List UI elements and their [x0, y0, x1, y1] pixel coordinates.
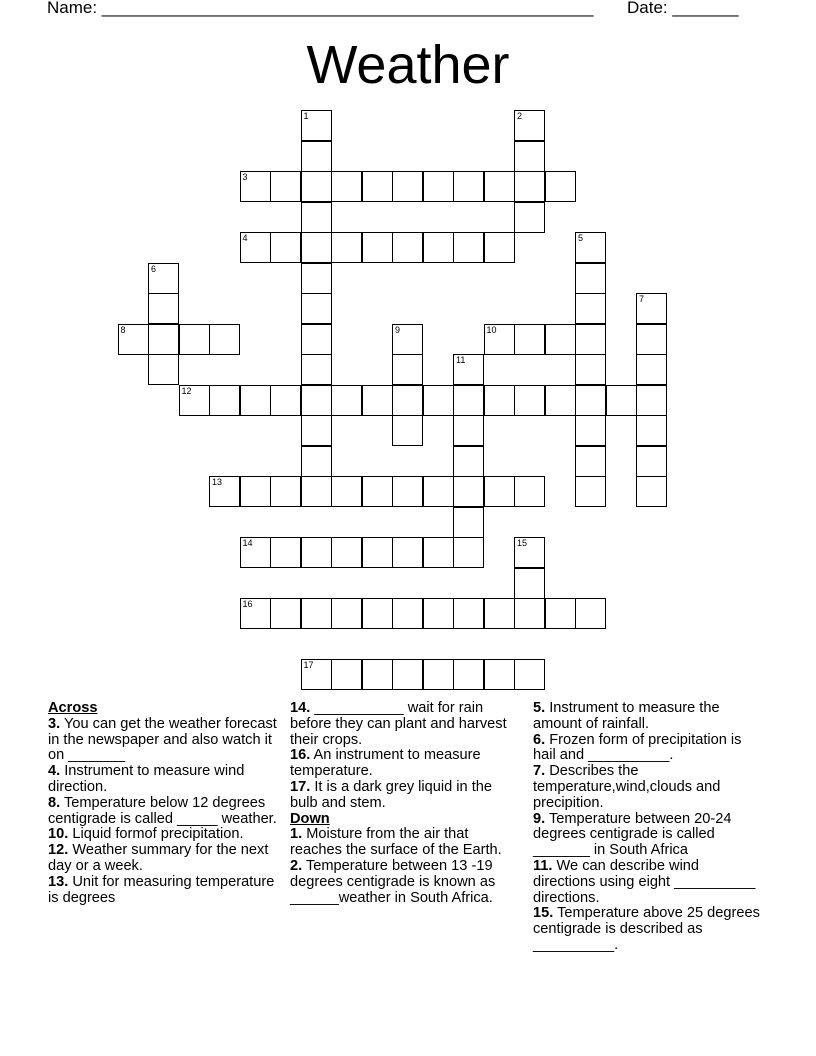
crossword-cell[interactable]: [270, 171, 301, 202]
crossword-cell[interactable]: [148, 354, 179, 385]
crossword-cell[interactable]: [453, 385, 484, 416]
crossword-cell[interactable]: [331, 232, 362, 263]
clue-number: 11.: [533, 857, 553, 874]
across-heading: Across: [48, 700, 98, 716]
clue-item: [290, 701, 522, 748]
crossword-cell[interactable]: [392, 537, 423, 568]
clue-item: [533, 701, 765, 733]
crossword-cell[interactable]: [636, 293, 667, 324]
crossword-cell[interactable]: [423, 385, 454, 416]
crossword-cell[interactable]: [575, 354, 606, 385]
crossword-cell[interactable]: [514, 202, 545, 233]
crossword-cell[interactable]: [301, 110, 332, 141]
crossword-cell[interactable]: [606, 385, 637, 416]
crossword-cell[interactable]: [453, 537, 484, 568]
clue-item: [48, 764, 280, 796]
clue-text: Temperature between 20-24 degrees centigrade is called _______ in South Africa: [533, 810, 732, 859]
clue-number: 8.: [48, 794, 61, 811]
crossword-cell[interactable]: [575, 598, 606, 629]
cell-number: 3: [242, 172, 248, 182]
crossword-cell[interactable]: [179, 324, 210, 355]
crossword-cell[interactable]: [301, 415, 332, 446]
crossword-cell[interactable]: [331, 476, 362, 507]
cell-number: 14: [242, 538, 253, 548]
clue-text: Describes the temperature,wind,clouds and precipition.: [533, 763, 721, 811]
crossword-cell[interactable]: [453, 446, 484, 477]
crossword-cell[interactable]: [575, 415, 606, 446]
clue-number: 6.: [533, 731, 546, 748]
crossword-cell[interactable]: [514, 568, 545, 599]
name-blank[interactable]: ____________________________________________________: [101, 0, 594, 17]
crossword-cell[interactable]: [514, 110, 545, 141]
crossword-cell[interactable]: [270, 537, 301, 568]
crossword-cell[interactable]: [636, 385, 667, 416]
crossword-cell[interactable]: [362, 598, 393, 629]
cell-number: 10: [486, 324, 497, 335]
crossword-cell[interactable]: [423, 537, 454, 568]
cell-number: 11: [456, 355, 466, 365]
crossword-cell[interactable]: [240, 232, 271, 263]
crossword-cell[interactable]: [301, 446, 332, 477]
clue-number: 5.: [533, 700, 546, 716]
cell-number: 1: [303, 111, 309, 121]
crossword-cell[interactable]: [301, 385, 332, 416]
page-title: Weather: [306, 35, 510, 95]
crossword-cell[interactable]: [270, 598, 301, 629]
clue-item: [48, 796, 280, 828]
clue-text: We can describe wind directions using eight __________ directions.: [533, 857, 756, 906]
clue-number: 4.: [48, 763, 61, 780]
clue-item: [48, 717, 280, 764]
crossword-cell[interactable]: [514, 598, 545, 629]
crossword-cell[interactable]: [636, 476, 667, 507]
crossword-cell[interactable]: [392, 324, 423, 355]
clue-text: Moisture from the air that reaches the surface of the Earth.: [290, 826, 502, 859]
clue-number: 1.: [290, 826, 303, 843]
crossword-cell[interactable]: [362, 659, 393, 690]
cell-number: 17: [303, 660, 314, 670]
crossword-cell[interactable]: [575, 446, 606, 477]
crossword-cell[interactable]: [575, 385, 606, 416]
clue-text: Unit for measuring temperature is degrees: [48, 873, 275, 906]
crossword-cell[interactable]: [484, 324, 515, 355]
crossword-cell[interactable]: [453, 415, 484, 446]
crossword-cell[interactable]: [301, 171, 332, 202]
crossword-cell[interactable]: [484, 476, 515, 507]
clue-item: [290, 748, 522, 780]
clue-text: Temperature above 25 degrees centigrade is described as __________.: [533, 905, 760, 953]
crossword-cell[interactable]: [362, 537, 393, 568]
crossword-cell[interactable]: [209, 476, 240, 507]
clue-text: Instrument to measure the amount of rainfall.: [533, 700, 720, 732]
crossword-cell[interactable]: [453, 507, 484, 538]
crossword-cell[interactable]: [575, 324, 606, 355]
crossword-cell[interactable]: [240, 476, 271, 507]
clue-number: 2.: [290, 857, 303, 874]
crossword-cell[interactable]: [545, 598, 576, 629]
clue-item: [533, 812, 765, 859]
crossword-cell[interactable]: [423, 476, 454, 507]
crossword-cell[interactable]: [514, 476, 545, 507]
crossword-cell[interactable]: [514, 141, 545, 172]
clue-text: Frozen form of precipitation is hail and __________.: [533, 731, 742, 764]
clue-text: Weather summary for the next day or a week.: [48, 842, 269, 874]
clues-column-3: [533, 701, 765, 954]
crossword-cell[interactable]: [514, 385, 545, 416]
crossword-cell[interactable]: [392, 232, 423, 263]
clue-item: [290, 859, 522, 906]
crossword-cell[interactable]: [240, 537, 271, 568]
crossword-cell[interactable]: [331, 171, 362, 202]
crossword-cell[interactable]: [301, 476, 332, 507]
name-label: Name:: [47, 0, 102, 17]
cell-number: 8: [120, 324, 126, 335]
cell-number: 7: [639, 294, 645, 304]
cell-number: 16: [242, 599, 253, 609]
down-heading: Down: [290, 810, 330, 827]
crossword-cell[interactable]: [514, 324, 545, 355]
crossword-cell[interactable]: [545, 324, 576, 355]
crossword-cell[interactable]: [423, 171, 454, 202]
date-label: Date:: [627, 0, 673, 17]
crossword-cell[interactable]: [362, 476, 393, 507]
crossword-cell[interactable]: [575, 293, 606, 324]
crossword-cell[interactable]: [331, 385, 362, 416]
crossword-cell[interactable]: [514, 171, 545, 202]
crossword-cell[interactable]: [148, 293, 179, 324]
crossword-cell[interactable]: [484, 171, 515, 202]
crossword-cell[interactable]: [301, 324, 332, 355]
crossword-cell[interactable]: [392, 476, 423, 507]
crossword-cell[interactable]: [118, 324, 149, 355]
crossword-cell[interactable]: [240, 598, 271, 629]
crossword-cell[interactable]: [636, 415, 667, 446]
clue-number: 17.: [290, 778, 311, 795]
date-blank[interactable]: _______: [672, 0, 739, 17]
cell-number: 2: [517, 111, 523, 121]
crossword-cell[interactable]: [453, 171, 484, 202]
crossword-cell[interactable]: [453, 598, 484, 629]
crossword-cell[interactable]: [514, 659, 545, 690]
crossword-cell[interactable]: [392, 385, 423, 416]
crossword-cell[interactable]: [331, 537, 362, 568]
crossword-cell[interactable]: [392, 598, 423, 629]
crossword-cell[interactable]: [270, 385, 301, 416]
crossword-cell[interactable]: [636, 324, 667, 355]
clues-column-1: [48, 701, 280, 906]
crossword-cell[interactable]: [453, 659, 484, 690]
clue-number: 9.: [533, 810, 546, 827]
crossword-cell[interactable]: [453, 354, 484, 385]
cell-number: 13: [212, 477, 223, 487]
crossword-cell[interactable]: [301, 598, 332, 629]
cell-number: 4: [242, 233, 248, 243]
cell-number: 15: [517, 538, 528, 548]
crossword-cell[interactable]: [392, 354, 423, 385]
crossword-cell[interactable]: [423, 232, 454, 263]
crossword-cell[interactable]: [545, 171, 576, 202]
crossword-cell[interactable]: [484, 385, 515, 416]
clue-item: [48, 843, 280, 875]
clue-number: 7.: [533, 763, 546, 780]
crossword-cell[interactable]: [301, 293, 332, 324]
crossword-cell[interactable]: [575, 476, 606, 507]
crossword-cell[interactable]: [301, 659, 332, 690]
crossword-cell[interactable]: [514, 537, 545, 568]
crossword-cell[interactable]: [423, 659, 454, 690]
clue-item: [533, 906, 765, 953]
crossword-cell[interactable]: [240, 385, 271, 416]
crossword-cell[interactable]: [392, 171, 423, 202]
crossword-cell[interactable]: [636, 446, 667, 477]
clue-number: 3.: [48, 715, 61, 732]
crossword-cell[interactable]: [362, 232, 393, 263]
clue-text: It is a dark grey liquid in the bulb and stem.: [290, 778, 493, 811]
clue-number: 14.: [290, 700, 311, 716]
crossword-cell[interactable]: [453, 232, 484, 263]
crossword-cell[interactable]: [484, 232, 515, 263]
cell-number: 6: [151, 263, 157, 274]
crossword-cell[interactable]: [453, 476, 484, 507]
cell-number: 9: [395, 324, 401, 335]
crossword-cell[interactable]: [148, 263, 179, 294]
clue-text: You can get the weather forecast in the newspaper and also watch it on _______: [48, 715, 277, 764]
clue-text: An instrument to measure temperature.: [290, 747, 481, 780]
crossword-cell[interactable]: [270, 476, 301, 507]
crossword-cell[interactable]: [331, 659, 362, 690]
cell-number: 5: [578, 233, 584, 243]
clue-text: Temperature below 12 degrees centigrade is called _____ weather.: [48, 794, 277, 827]
crossword-cell[interactable]: [301, 263, 332, 294]
clue-text: ___________ wait for rain before they can plant and harvest their crops.: [290, 700, 507, 748]
crossword-cell[interactable]: [301, 141, 332, 172]
crossword-cell[interactable]: [301, 354, 332, 385]
crossword-cell[interactable]: [301, 202, 332, 233]
crossword-cell[interactable]: [209, 385, 240, 416]
crossword-cell[interactable]: [209, 324, 240, 355]
clue-item: [533, 733, 765, 765]
clue-text: Instrument to measure wind direction.: [48, 763, 245, 795]
crossword-cell[interactable]: [575, 263, 606, 294]
crossword-cell[interactable]: [270, 232, 301, 263]
cell-number: 12: [181, 385, 192, 396]
clue-item: [290, 780, 522, 812]
crossword-cell[interactable]: [545, 385, 576, 416]
clue-item: [48, 875, 280, 907]
clue-item: [533, 764, 765, 811]
crossword-cell[interactable]: [362, 385, 393, 416]
clue-text: Temperature between 13 -19 degrees centigrade is known as ______weather in South Africa.: [290, 857, 496, 906]
clue-text: Liquid formof precipitation.: [72, 826, 244, 843]
clue-number: 10.: [48, 826, 69, 843]
clue-item: [48, 827, 280, 843]
crossword-cell[interactable]: [301, 232, 332, 263]
clue-number: 16.: [290, 747, 311, 764]
crossword-cell[interactable]: [179, 385, 210, 416]
crossword-cell[interactable]: [148, 324, 179, 355]
clue-item: [290, 827, 522, 859]
crossword-cell[interactable]: [484, 598, 515, 629]
crossword-cell[interactable]: [484, 659, 515, 690]
crossword-cell[interactable]: [575, 232, 606, 263]
clues-column-2: [290, 701, 522, 906]
clue-number: 15.: [533, 905, 554, 922]
crossword-cell[interactable]: [423, 598, 454, 629]
crossword-cell[interactable]: [392, 659, 423, 690]
crossword-cell[interactable]: [331, 598, 362, 629]
crossword-cell[interactable]: [240, 171, 271, 202]
crossword-cell[interactable]: [636, 354, 667, 385]
crossword-cell[interactable]: [392, 415, 423, 446]
clue-number: 12.: [48, 842, 69, 859]
crossword-cell[interactable]: [362, 171, 393, 202]
clue-item: [533, 859, 765, 906]
crossword-cell[interactable]: [301, 537, 332, 568]
clue-number: 13.: [48, 873, 69, 890]
